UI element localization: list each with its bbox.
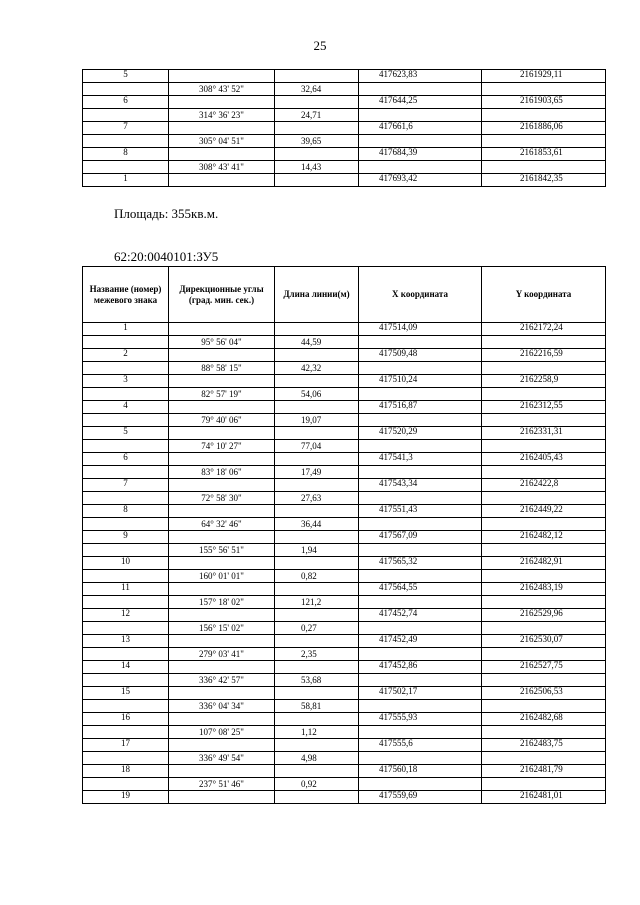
line-length-cell: [275, 453, 359, 466]
line-length-cell: [275, 375, 359, 388]
x-coordinate-cell: [359, 648, 482, 661]
line-length-cell: 1,94: [275, 544, 359, 557]
x-coordinate-cell: 417452,49: [359, 635, 482, 648]
mark-number-cell: [83, 336, 169, 349]
direction-angle-cell: [169, 401, 275, 414]
y-coordinate-cell: 2162331,31: [482, 427, 606, 440]
direction-angle-cell: [169, 661, 275, 674]
x-coordinate-cell: 417509,48: [359, 349, 482, 362]
line-length-cell: [275, 479, 359, 492]
mark-number-cell: 11: [83, 583, 169, 596]
direction-angle-cell: [169, 323, 275, 336]
direction-angle-cell: [169, 479, 275, 492]
table-row: [83, 570, 606, 583]
y-coordinate-cell: 2161903,65: [482, 96, 606, 109]
x-coordinate-cell: 417559,69: [359, 791, 482, 804]
line-length-cell: 0,82: [275, 570, 359, 583]
mark-number-cell: 14: [83, 661, 169, 674]
direction-angle-cell: [169, 70, 275, 83]
y-coordinate-cell: 2161929,11: [482, 70, 606, 83]
table-row: [83, 739, 606, 752]
line-length-cell: [275, 661, 359, 674]
table-row: [83, 687, 606, 700]
mark-number-cell: [83, 492, 169, 505]
direction-angle-cell: 279° 03' 41": [169, 648, 275, 661]
x-coordinate-cell: [359, 440, 482, 453]
y-coordinate-cell: 2161886,06: [482, 122, 606, 135]
x-coordinate-cell: [359, 596, 482, 609]
mark-number-cell: 1: [83, 323, 169, 336]
x-coordinate-cell: [359, 726, 482, 739]
table-row: [83, 135, 606, 148]
table-row: [83, 674, 606, 687]
direction-angle-cell: 79° 40' 06": [169, 414, 275, 427]
mark-number-cell: 1: [83, 174, 169, 187]
line-length-cell: 58,81: [275, 700, 359, 713]
mark-number-cell: [83, 778, 169, 791]
y-coordinate-cell: [482, 362, 606, 375]
x-coordinate-cell: 417693,42: [359, 174, 482, 187]
line-length-cell: 121,2: [275, 596, 359, 609]
mark-number-cell: 7: [83, 479, 169, 492]
mark-number-cell: 6: [83, 96, 169, 109]
direction-angle-cell: [169, 375, 275, 388]
y-coordinate-cell: [482, 570, 606, 583]
table-row: [83, 323, 606, 336]
header-length: Длина линии(м): [275, 267, 359, 323]
mark-number-cell: 2: [83, 349, 169, 362]
x-coordinate-cell: 417564,55: [359, 583, 482, 596]
x-coordinate-cell: 417555,93: [359, 713, 482, 726]
y-coordinate-cell: 2162527,75: [482, 661, 606, 674]
x-coordinate-cell: 417452,74: [359, 609, 482, 622]
x-coordinate-cell: 417623,83: [359, 70, 482, 83]
direction-angle-cell: 336° 04' 34": [169, 700, 275, 713]
table-row: [83, 713, 606, 726]
direction-angle-cell: 72° 58' 30": [169, 492, 275, 505]
y-coordinate-cell: [482, 135, 606, 148]
mark-number-cell: [83, 648, 169, 661]
table-row: [83, 375, 606, 388]
table-row: [83, 544, 606, 557]
mark-number-cell: 12: [83, 609, 169, 622]
y-coordinate-cell: [482, 648, 606, 661]
table-row: [83, 466, 606, 479]
x-coordinate-cell: 417510,24: [359, 375, 482, 388]
table-row: [83, 778, 606, 791]
direction-angle-cell: 107° 08' 25": [169, 726, 275, 739]
line-length-cell: 32,64: [275, 83, 359, 96]
line-length-cell: 44,59: [275, 336, 359, 349]
mark-number-cell: 15: [83, 687, 169, 700]
header-x: X координата: [359, 267, 482, 323]
mark-number-cell: 9: [83, 531, 169, 544]
direction-angle-cell: 314° 36' 23": [169, 109, 275, 122]
table-row: [83, 83, 606, 96]
mark-number-cell: [83, 700, 169, 713]
line-length-cell: 54,06: [275, 388, 359, 401]
x-coordinate-cell: [359, 336, 482, 349]
table-row: [83, 557, 606, 570]
header-y: Y координата: [482, 267, 606, 323]
x-coordinate-cell: 417644,25: [359, 96, 482, 109]
table-row: [83, 349, 606, 362]
y-coordinate-cell: 2162449,22: [482, 505, 606, 518]
header-mark-name: Название (номер) межевого знака: [83, 267, 169, 323]
line-length-cell: 24,71: [275, 109, 359, 122]
line-length-cell: [275, 765, 359, 778]
table-row: [83, 609, 606, 622]
direction-angle-cell: [169, 349, 275, 362]
table-row: [83, 479, 606, 492]
direction-angle-cell: [169, 427, 275, 440]
line-length-cell: [275, 505, 359, 518]
mark-number-cell: 7: [83, 122, 169, 135]
y-coordinate-cell: [482, 336, 606, 349]
x-coordinate-cell: 417551,43: [359, 505, 482, 518]
x-coordinate-cell: [359, 544, 482, 557]
mark-number-cell: 3: [83, 375, 169, 388]
mark-number-cell: [83, 466, 169, 479]
x-coordinate-cell: 417502,17: [359, 687, 482, 700]
line-length-cell: [275, 531, 359, 544]
line-length-cell: [275, 427, 359, 440]
mark-number-cell: [83, 161, 169, 174]
line-length-cell: 39,65: [275, 135, 359, 148]
line-length-cell: 1,12: [275, 726, 359, 739]
table-row: [83, 531, 606, 544]
direction-angle-cell: [169, 635, 275, 648]
direction-angle-cell: [169, 122, 275, 135]
line-length-cell: 42,32: [275, 362, 359, 375]
y-coordinate-cell: 2162483,75: [482, 739, 606, 752]
y-coordinate-cell: 2162405,43: [482, 453, 606, 466]
table-row: [83, 492, 606, 505]
x-coordinate-cell: [359, 570, 482, 583]
table-row: [83, 401, 606, 414]
direction-angle-cell: [169, 453, 275, 466]
direction-angle-cell: [169, 791, 275, 804]
line-length-cell: [275, 349, 359, 362]
mark-number-cell: 5: [83, 427, 169, 440]
mark-number-cell: [83, 388, 169, 401]
x-coordinate-cell: [359, 778, 482, 791]
y-coordinate-cell: 2162481,79: [482, 765, 606, 778]
line-length-cell: [275, 148, 359, 161]
table-row: [83, 583, 606, 596]
direction-angle-cell: [169, 531, 275, 544]
y-coordinate-cell: [482, 596, 606, 609]
mark-number-cell: 6: [83, 453, 169, 466]
line-length-cell: [275, 96, 359, 109]
direction-angle-cell: [169, 609, 275, 622]
mark-number-cell: [83, 135, 169, 148]
direction-angle-cell: 336° 49' 54": [169, 752, 275, 765]
mark-number-cell: [83, 570, 169, 583]
line-length-cell: [275, 174, 359, 187]
table-row: [83, 648, 606, 661]
x-coordinate-cell: 417516,87: [359, 401, 482, 414]
x-coordinate-cell: [359, 414, 482, 427]
header-angle: Дирекционные углы (град. мин. сек.): [169, 267, 275, 323]
direction-angle-cell: 160° 01' 01": [169, 570, 275, 583]
mark-number-cell: [83, 596, 169, 609]
direction-angle-cell: 156° 15' 02": [169, 622, 275, 635]
line-length-cell: [275, 583, 359, 596]
mark-number-cell: [83, 109, 169, 122]
y-coordinate-cell: [482, 109, 606, 122]
table-row: [83, 109, 606, 122]
mark-number-cell: [83, 83, 169, 96]
coordinates-table-2: [82, 266, 606, 804]
line-length-cell: 14,43: [275, 161, 359, 174]
direction-angle-cell: [169, 557, 275, 570]
y-coordinate-cell: 2162530,07: [482, 635, 606, 648]
table-row: [83, 336, 606, 349]
line-length-cell: [275, 401, 359, 414]
table-row: [83, 752, 606, 765]
y-coordinate-cell: [482, 544, 606, 557]
table-row: [83, 362, 606, 375]
line-length-cell: 36,44: [275, 518, 359, 531]
mark-number-cell: 16: [83, 713, 169, 726]
y-coordinate-cell: [482, 414, 606, 427]
table-row: [83, 726, 606, 739]
line-length-cell: 2,35: [275, 648, 359, 661]
direction-angle-cell: 155° 56' 51": [169, 544, 275, 557]
direction-angle-cell: [169, 148, 275, 161]
table-row: [83, 453, 606, 466]
y-coordinate-cell: 2161853,61: [482, 148, 606, 161]
page-number: 25: [313, 38, 327, 53]
table-row: [83, 791, 606, 804]
mark-number-cell: [83, 752, 169, 765]
mark-number-cell: 10: [83, 557, 169, 570]
y-coordinate-cell: 2162529,96: [482, 609, 606, 622]
table-row: [83, 700, 606, 713]
line-length-cell: [275, 791, 359, 804]
line-length-cell: 19,07: [275, 414, 359, 427]
y-coordinate-cell: 2162422,8: [482, 479, 606, 492]
direction-angle-cell: [169, 96, 275, 109]
mark-number-cell: 4: [83, 401, 169, 414]
table-row: [83, 505, 606, 518]
y-coordinate-cell: [482, 518, 606, 531]
mark-number-cell: 5: [83, 70, 169, 83]
x-coordinate-cell: 417555,6: [359, 739, 482, 752]
y-coordinate-cell: 2162483,19: [482, 583, 606, 596]
direction-angle-cell: 82° 57' 19": [169, 388, 275, 401]
mark-number-cell: [83, 726, 169, 739]
table-row: [83, 388, 606, 401]
direction-angle-cell: 305° 04' 51": [169, 135, 275, 148]
y-coordinate-cell: [482, 622, 606, 635]
line-length-cell: 53,68: [275, 674, 359, 687]
x-coordinate-cell: [359, 674, 482, 687]
x-coordinate-cell: 417560,18: [359, 765, 482, 778]
direction-angle-cell: [169, 583, 275, 596]
y-coordinate-cell: [482, 700, 606, 713]
x-coordinate-cell: 417541,3: [359, 453, 482, 466]
mark-number-cell: [83, 362, 169, 375]
mark-number-cell: 8: [83, 505, 169, 518]
direction-angle-cell: 237° 51' 46": [169, 778, 275, 791]
table-row: [83, 440, 606, 453]
line-length-cell: [275, 323, 359, 336]
direction-angle-cell: 157° 18' 02": [169, 596, 275, 609]
x-coordinate-cell: 417543,34: [359, 479, 482, 492]
coordinates-table-1: [82, 69, 606, 187]
line-length-cell: [275, 70, 359, 83]
y-coordinate-cell: [482, 752, 606, 765]
mark-number-cell: [83, 622, 169, 635]
y-coordinate-cell: 2162482,68: [482, 713, 606, 726]
x-coordinate-cell: 417567,09: [359, 531, 482, 544]
x-coordinate-cell: [359, 492, 482, 505]
line-length-cell: [275, 739, 359, 752]
line-length-cell: [275, 687, 359, 700]
x-coordinate-cell: [359, 752, 482, 765]
mark-number-cell: [83, 518, 169, 531]
table-row: [83, 518, 606, 531]
y-coordinate-cell: 2162312,55: [482, 401, 606, 414]
y-coordinate-cell: 2162172,24: [482, 323, 606, 336]
mark-number-cell: [83, 414, 169, 427]
table-row: [83, 661, 606, 674]
mark-number-cell: [83, 544, 169, 557]
table-row: [83, 70, 606, 83]
mark-number-cell: [83, 440, 169, 453]
x-coordinate-cell: [359, 83, 482, 96]
line-length-cell: 27,63: [275, 492, 359, 505]
line-length-cell: 77,04: [275, 440, 359, 453]
line-length-cell: [275, 635, 359, 648]
mark-number-cell: 18: [83, 765, 169, 778]
direction-angle-cell: 308° 43' 52": [169, 83, 275, 96]
line-length-cell: 0,27: [275, 622, 359, 635]
x-coordinate-cell: 417514,09: [359, 323, 482, 336]
x-coordinate-cell: [359, 622, 482, 635]
mark-number-cell: [83, 674, 169, 687]
y-coordinate-cell: [482, 492, 606, 505]
x-coordinate-cell: [359, 388, 482, 401]
x-coordinate-cell: [359, 135, 482, 148]
mark-number-cell: 8: [83, 148, 169, 161]
direction-angle-cell: [169, 505, 275, 518]
direction-angle-cell: [169, 174, 275, 187]
table-row: [83, 635, 606, 648]
line-length-cell: 4,98: [275, 752, 359, 765]
y-coordinate-cell: 2162216,59: [482, 349, 606, 362]
direction-angle-cell: [169, 765, 275, 778]
table-row: [83, 174, 606, 187]
y-coordinate-cell: 2161842,35: [482, 174, 606, 187]
direction-angle-cell: 88° 58' 15": [169, 362, 275, 375]
y-coordinate-cell: [482, 161, 606, 174]
y-coordinate-cell: [482, 778, 606, 791]
direction-angle-cell: 308° 43' 41": [169, 161, 275, 174]
parcel-id: 62:20:0040101:ЗУ5: [114, 249, 219, 264]
y-coordinate-cell: [482, 388, 606, 401]
direction-angle-cell: [169, 687, 275, 700]
y-coordinate-cell: [482, 726, 606, 739]
direction-angle-cell: 83° 18' 06": [169, 466, 275, 479]
table-header-row: [83, 267, 606, 323]
x-coordinate-cell: 417452,86: [359, 661, 482, 674]
x-coordinate-cell: [359, 362, 482, 375]
x-coordinate-cell: 417520,29: [359, 427, 482, 440]
x-coordinate-cell: [359, 109, 482, 122]
table-row: [83, 622, 606, 635]
direction-angle-cell: 95° 56' 04": [169, 336, 275, 349]
x-coordinate-cell: [359, 700, 482, 713]
y-coordinate-cell: 2162482,91: [482, 557, 606, 570]
direction-angle-cell: 74° 10' 27": [169, 440, 275, 453]
line-length-cell: [275, 122, 359, 135]
table-row: [83, 96, 606, 109]
line-length-cell: 0,92: [275, 778, 359, 791]
y-coordinate-cell: 2162481,01: [482, 791, 606, 804]
mark-number-cell: 13: [83, 635, 169, 648]
line-length-cell: [275, 557, 359, 570]
x-coordinate-cell: 417684,39: [359, 148, 482, 161]
direction-angle-cell: [169, 739, 275, 752]
table-row: [83, 122, 606, 135]
direction-angle-cell: 336° 42' 57": [169, 674, 275, 687]
line-length-cell: [275, 713, 359, 726]
table-row: [83, 161, 606, 174]
direction-angle-cell: [169, 713, 275, 726]
line-length-cell: [275, 609, 359, 622]
table-row: [83, 414, 606, 427]
table-row: [83, 148, 606, 161]
x-coordinate-cell: [359, 161, 482, 174]
y-coordinate-cell: [482, 440, 606, 453]
x-coordinate-cell: 417661,6: [359, 122, 482, 135]
y-coordinate-cell: 2162506,53: [482, 687, 606, 700]
area-label: Площадь: 355кв.м.: [114, 206, 219, 221]
x-coordinate-cell: 417565,32: [359, 557, 482, 570]
mark-number-cell: 17: [83, 739, 169, 752]
y-coordinate-cell: 2162482,12: [482, 531, 606, 544]
line-length-cell: 17,49: [275, 466, 359, 479]
x-coordinate-cell: [359, 518, 482, 531]
mark-number-cell: 19: [83, 791, 169, 804]
x-coordinate-cell: [359, 466, 482, 479]
table-row: [83, 596, 606, 609]
direction-angle-cell: 64° 32' 46": [169, 518, 275, 531]
table-row: [83, 427, 606, 440]
y-coordinate-cell: [482, 674, 606, 687]
y-coordinate-cell: 2162258,9: [482, 375, 606, 388]
y-coordinate-cell: [482, 466, 606, 479]
table-row: [83, 765, 606, 778]
y-coordinate-cell: [482, 83, 606, 96]
